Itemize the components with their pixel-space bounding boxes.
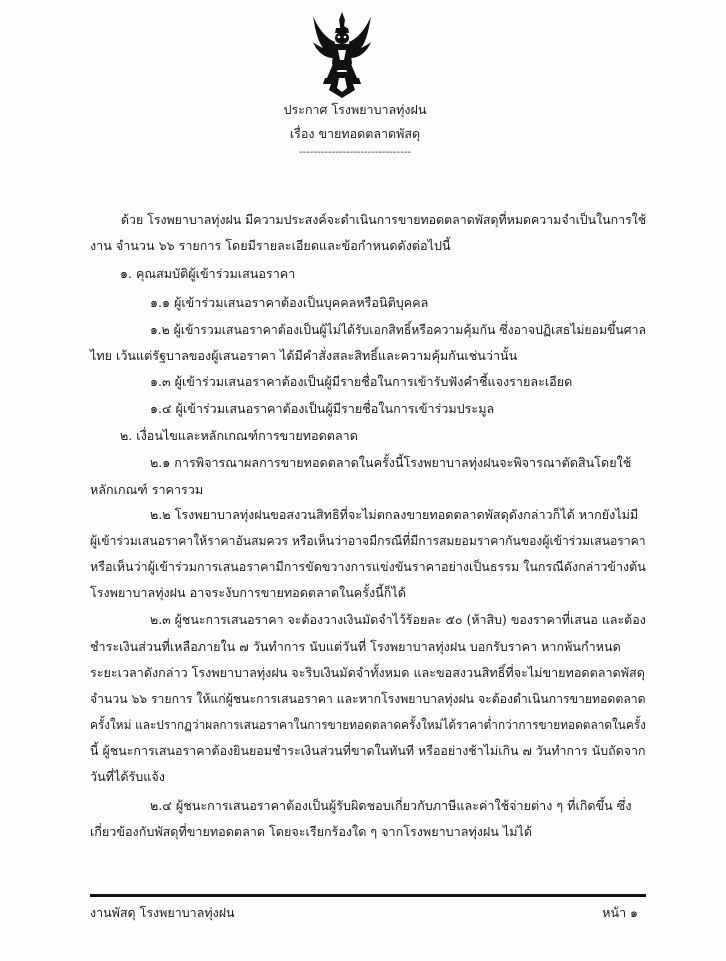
paragraph-line: หรือเห็นว่าผู้เข้าร่วมการเสนอราคามีการขัดขวางการแข่งขันราคาอย่างเป็นธรรม ในกรณีดังกล่าวข้างต้น [90, 559, 646, 574]
paragraph-line: ระยะเวลาดังกล่าว โรงพยาบาลทุ่งฝน จะริบเงินมัดจำทั้งหมด และขอสงวนสิทธิ์ที่จะไม่ขายทอดตลาดพัสดุ [90, 665, 645, 680]
paragraph-line: ไทย เว้นแต่รัฐบาลของผู้เสนอราคา ได้มีคำสั่งสละสิทธิ์และความคุ้มกันเช่นว่านั้น [90, 348, 518, 363]
paragraph-line: จำนวน ๖๖ รายการ ให้แก่ผู้ชนะการเสนอราคา และหากโรงพยาบาลทุ่งฝน จะต้องดำเนินการขายทอดตลาด [90, 691, 646, 706]
announcement-subject: เรื่อง ขายทอดตลาดพัสดุ [289, 126, 421, 141]
paragraph-line: ครั้งใหม่ และปรากฏว่าผลการเสนอราคาในการขายทอดตลาดครั้งใหม่ได้ราคาต่ำกว่าการขายทอดตลาดในครั้ง [90, 717, 646, 732]
footer-department: งานพัสดุ โรงพยาบาลทุ่งฝน [90, 905, 235, 920]
paragraph-line: หลักเกณฑ์ ราคารวม [90, 482, 204, 497]
paragraph-line: วันที่ได้รับแจ้ง [90, 769, 165, 784]
paragraph-line: งาน จำนวน ๖๖ รายการ โดยมีรายละเอียดและข้อกำหนดดังต่อไปนี้ [90, 238, 451, 253]
paragraph-line: โรงพยาบาลทุ่งฝน อาจระงับการขายทอดตลาดในครั้งนี้ก็ได้ [90, 585, 406, 600]
title-separator: ------------------------------- [299, 147, 411, 158]
list-item: ๒.๒ โรงพยาบาลทุ่งฝนขอสงวนสิทธิที่จะไม่ตกลงขายทอดตลาดพัสดุดังกล่าวก็ได้ หากยังไม่มี [150, 507, 639, 522]
paragraph-line: เกี่ยวข้องกับพัสดุที่ขายทอดตลาด โดยจะเรียกร้องใด ๆ จากโรงพยาบาลทุ่งฝน ไม่ได้ [90, 824, 533, 839]
page-number: หน้า ๑ [602, 905, 638, 920]
list-item: ๑.๔ ผู้เข้าร่วมเสนอราคาต้องเป็นผู้มีรายชื่อในการเข้าร่วมประมูล [150, 401, 495, 416]
paragraph-line: นี้ ผู้ชนะการเสนอราคาต้องยินยอมชำระเงินส่วนที่ขาดในทันที หรืออย่างช้าไม่เกิน ๗ วันทำการ นับถัดจาก [90, 743, 646, 758]
list-item: ๑.๑ ผู้เข้าร่วมเสนอราคาต้องเป็นบุคคลหรือนิติบุคคล [150, 295, 429, 310]
list-item: ๑.๓ ผู้เข้าร่วมเสนอราคาต้องเป็นผู้มีรายชื่อในการเข้ารับฟังคำชี้แจงรายละเอียด [150, 374, 573, 389]
paragraph-line: ด้วย โรงพยาบาลทุ่งฝน มีความประสงค์จะดำเนินการขายทอดตลาดพัสดุที่หมดความจำเป็นในการใช้ [121, 212, 647, 227]
garuda-emblem-icon [311, 12, 373, 98]
paragraph-line: ผู้เข้าร่วมเสนอราคาให้ราคาอันสมควร หรือเห็นว่าอาจมีกรณีที่มีการสมยอมราคากันของผู้เข้าร่วมเสนอราคา [90, 533, 646, 548]
list-item: ๒.๓ ผู้ชนะการเสนอราคา จะต้องวางเงินมัดจำไว้ร้อยละ ๕๐ (ห้าสิบ) ของราคาที่เสนอ และต้อง [150, 612, 646, 627]
list-item: ๒.๑ การพิจารณาผลการขายทอดตลาดในครั้งนี้โรงพยาบาลทุ่งฝนจะพิจารณาตัดสินโดยใช้ [150, 455, 632, 470]
section-heading: ๑. คุณสมบัติผู้เข้าร่วมเสนอราคา [120, 266, 296, 281]
list-item: ๑.๒ ผู้เข้ารวมเสนอราคาต้องเป็นผู้ไม่ได้รับเอกสิทธิ์หรือความคุ้มกัน ซึ่งอาจปฏิเสธไม่ยอมขึ้นศาล [150, 322, 646, 337]
section-heading: ๒. เงื่อนไขและหลักเกณฑ์การขายทอดตลาด [120, 428, 358, 443]
paragraph-line: ชำระเงินส่วนที่เหลือภายใน ๗ วันทำการ นับแต่วันที่ โรงพยาบาลทุ่งฝน บอกรับราคา หากพ้นกำหนด [90, 639, 621, 654]
footer-rule [90, 894, 646, 897]
list-item: ๒.๔ ผู้ชนะการเสนอราคาต้องเป็นผู้รับผิดชอบเกี่ยวกับภาษีและค่าใช้จ่ายต่าง ๆ ที่เกิดขึ้น ซึ่ง [150, 798, 632, 813]
announcement-title: ประกาศ โรงพยาบาลทุ่งฝน [283, 102, 427, 117]
